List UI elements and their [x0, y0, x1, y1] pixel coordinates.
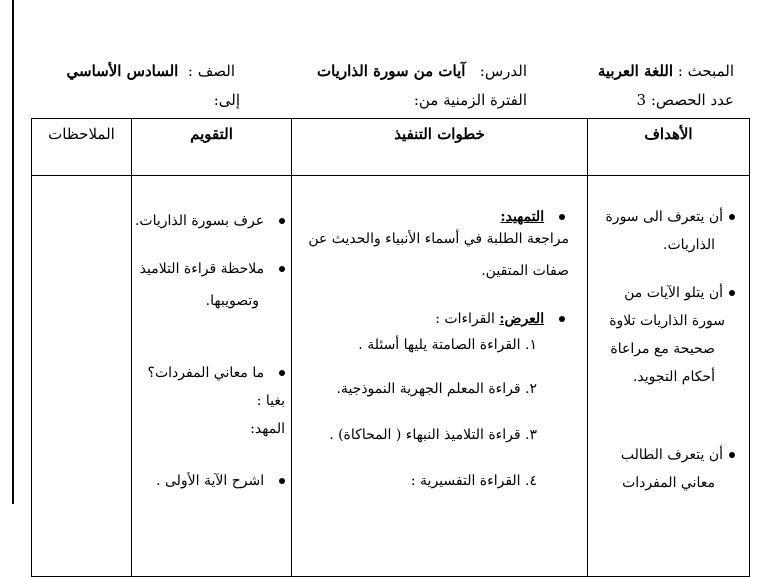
intro-line-2: صفات المتقين. — [481, 263, 569, 279]
bullet-icon — [279, 218, 285, 224]
bullet-icon — [559, 316, 565, 322]
lesson-value: آيات من سورة الذاريات — [316, 62, 466, 80]
bullet-icon — [279, 478, 285, 484]
steps-header: خطوات التنفيذ — [292, 119, 588, 176]
goal-2-cont-b: صحيحة مع مراعاة — [610, 341, 715, 357]
subject-line — [598, 62, 734, 80]
periods-count: عدد الحصص: 3 — [636, 91, 734, 109]
eval-3-a: بغيا : — [256, 393, 285, 409]
goal-2-cont-a: سورة الذاريات تلاوة — [609, 313, 725, 329]
intro-line-1: مراجعة الطلبة في أسماء الأنبياء والحديث عن — [308, 231, 569, 247]
eval-3-b: المهد: — [250, 421, 285, 437]
timeframe-from: الفترة الزمنية من: — [413, 91, 527, 109]
goals-cell — [588, 176, 750, 577]
eval-2-cont: وتصويبها. — [205, 293, 259, 309]
eval-3: ما معاني المفردات؟ — [148, 358, 285, 388]
goal-2-cont-c: أحكام التجويد. — [632, 369, 715, 385]
eval-1: عرف بسورة الذاريات. — [135, 206, 285, 236]
step-2: ٢. قراءة المعلم الجهرية النموذجية. — [336, 381, 537, 397]
bullet-icon — [729, 290, 735, 296]
lesson-plan-table — [31, 118, 750, 577]
goal-3-cont: معاني المفردات — [622, 475, 715, 491]
evaluation-cell — [132, 176, 292, 577]
eval-4: اشرح الآية الأولى . — [156, 466, 285, 496]
goal-1: أن يتعرف الى سورة — [605, 202, 735, 232]
step-4: ٤. القراءة التفسيرية : — [410, 473, 537, 489]
goal-2: أن يتلو الآيات من — [624, 278, 735, 308]
timeframe-to: إلى: — [213, 91, 240, 109]
lesson-line — [317, 62, 527, 80]
table-body-row — [32, 176, 750, 577]
steps-cell — [292, 176, 588, 577]
grade-label: الصف : — [187, 62, 235, 80]
bullet-icon — [559, 214, 565, 220]
goals-header: الأهداف — [588, 119, 750, 176]
step-3: ٣. قراءة التلاميذ النبهاء ( المحاكاة) . — [329, 427, 537, 443]
grade-value: السادس الأساسي — [66, 62, 179, 80]
notes-header: الملاحظات — [32, 119, 132, 176]
grade-line — [67, 62, 236, 80]
eval-2: ملاحظة قراءة التلاميذ — [140, 254, 285, 284]
bullet-icon — [729, 452, 735, 458]
goal-3: أن يتعرف الطالب — [621, 440, 735, 470]
table-header-row — [32, 119, 750, 176]
bullet-icon — [279, 370, 285, 376]
lesson-label: الدرس: — [479, 62, 527, 80]
evaluation-header: التقويم — [132, 119, 292, 176]
goal-1-cont: الذاريات. — [663, 237, 715, 253]
bullet-icon — [279, 266, 285, 272]
present-heading: العرض: القراءات : — [435, 304, 565, 334]
intro-heading: التمهيد: — [500, 202, 565, 232]
subject-value: اللغة العربية — [597, 62, 674, 80]
notes-cell — [32, 176, 132, 577]
bullet-icon — [729, 214, 735, 220]
step-1: ١. القراءة الصامتة يليها أسئلة . — [358, 337, 537, 353]
subject-label: المبحث : — [677, 62, 734, 80]
